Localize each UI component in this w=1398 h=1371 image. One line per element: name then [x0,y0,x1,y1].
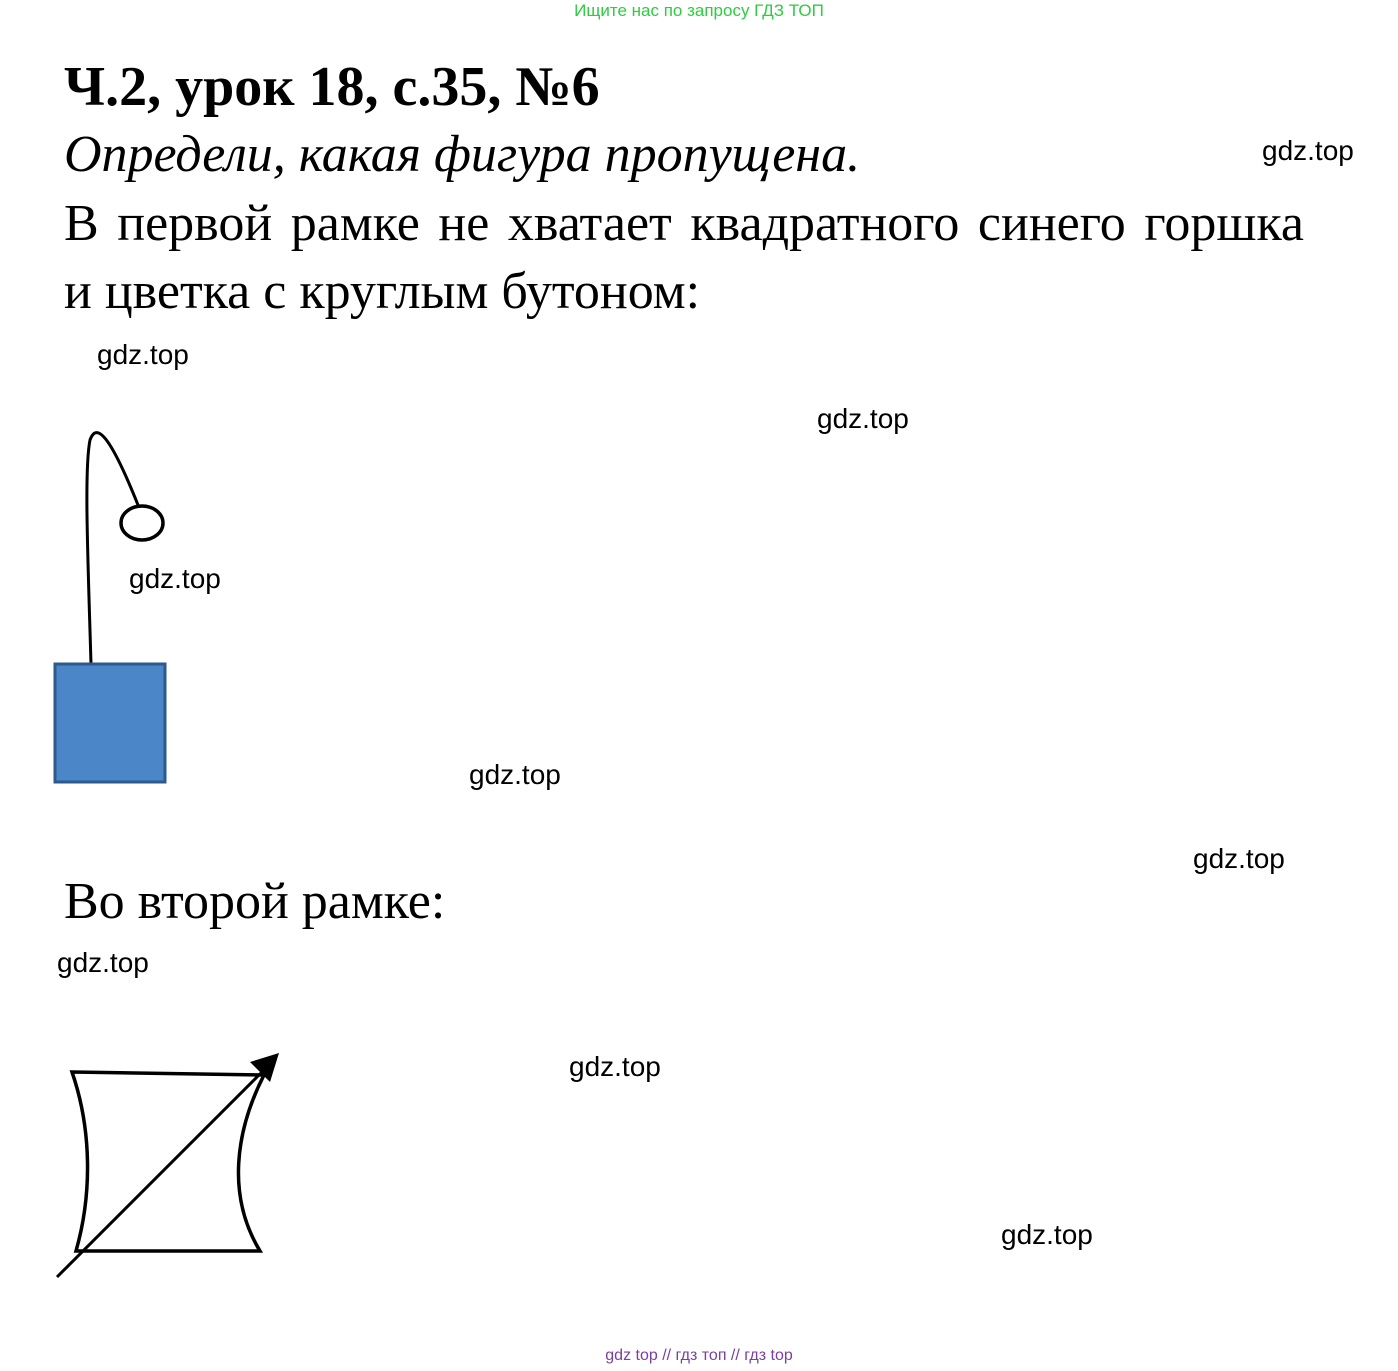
page-title: Ч.2, урок 18, с.35, №6 [64,56,600,118]
arrow-curved-shape-figure [57,1053,279,1277]
watermark: gdz.top [1262,135,1354,166]
watermark: gdz.top [1193,843,1285,874]
watermark: gdz.top [97,339,189,370]
watermark: gdz.top [469,759,561,790]
task-subtitle: Определи, какая фигура пропущена. [64,126,861,183]
answer-paragraph-1: В первой рамке не хватает квадратного синего горшка и цветка с круглым бутоном: [64,195,1304,320]
watermark: gdz.top [57,947,149,978]
watermark: gdz.top [1001,1219,1093,1250]
flower-figure [55,433,165,782]
watermark: gdz.top [129,563,221,594]
square-blue-pot [55,664,165,782]
watermark: gdz.top [569,1051,661,1082]
flower-round-bud [121,506,163,540]
flower-stem [87,433,138,664]
top-banner: Ищите нас по запросу ГДЗ ТОП [574,1,824,20]
footer-links: gdz top // гдз топ // гдз top [605,1347,793,1364]
watermark: gdz.top [817,403,909,434]
answer-paragraph-2: Во второй рамке: [64,873,446,930]
